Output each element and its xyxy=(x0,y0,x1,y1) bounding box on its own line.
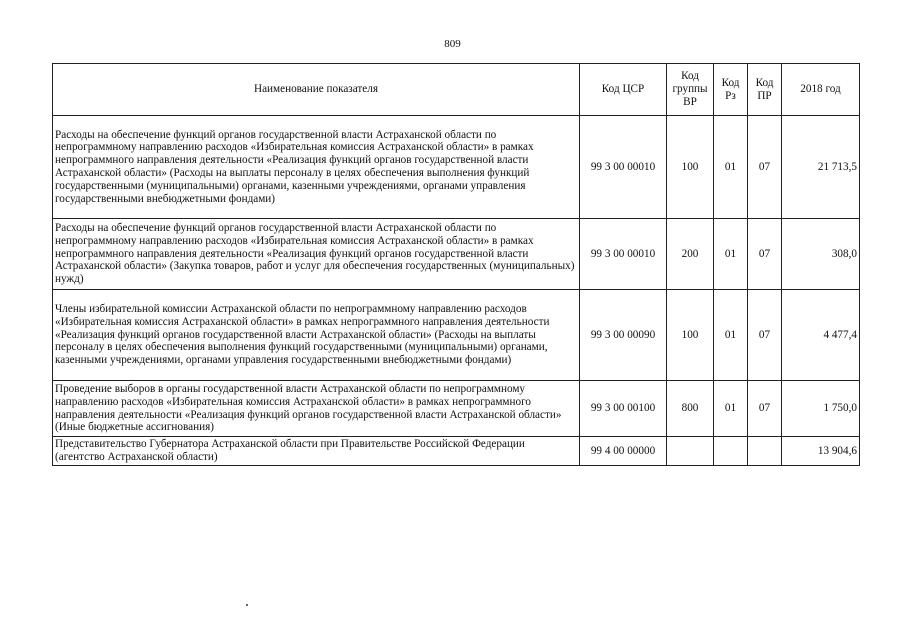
row-csr: 99 3 00 00090 xyxy=(580,290,667,381)
row-pr: 07 xyxy=(748,290,782,381)
row-rz: 01 xyxy=(714,219,748,290)
budget-table xyxy=(52,63,860,466)
row-vr xyxy=(667,437,714,466)
row-rz: 01 xyxy=(714,290,748,381)
row-name: Представительство Губернатора Астраханской области при Правительстве Российской Федерации (агентство Астраханской области) xyxy=(53,437,580,466)
table-row xyxy=(53,437,860,466)
header-csr: Код ЦСР xyxy=(580,64,667,116)
row-csr: 99 3 00 00100 xyxy=(580,381,667,437)
row-name: Расходы на обеспечение функций органов государственной власти Астраханской области по непрограммному направлению расходов «Избирательная комиссия Астраханской области» в рамках непрограммного направления деятельности «Реализация функций органов государственной власти Астраханской области» (Закупка товаров, работ и услуг для обеспечения государственных (муниципальных) нужд) xyxy=(53,219,580,290)
row-vr: 200 xyxy=(667,219,714,290)
row-amount: 308,0 xyxy=(782,219,860,290)
header-pr: Код ПР xyxy=(748,64,782,116)
row-amount: 21 713,5 xyxy=(782,116,860,219)
header-name: Наименование показателя xyxy=(53,64,580,116)
row-pr xyxy=(748,437,782,466)
row-rz xyxy=(714,437,748,466)
row-csr: 99 4 00 00000 xyxy=(580,437,667,466)
table-row xyxy=(53,116,860,219)
row-vr: 100 xyxy=(667,290,714,381)
row-vr: 800 xyxy=(667,381,714,437)
row-pr: 07 xyxy=(748,116,782,219)
row-name: Расходы на обеспечение функций органов государственной власти Астраханской области по непрограммному направлению расходов «Избирательная комиссия Астраханской области» в рамках непрограммного направления деятельности «Реализация функций органов государственной власти Астраханской области» (Расходы на выплаты персоналу в целях обеспечения выполнения функций государственными (муниципальными) органами, казенными учреждениями, органами управления государственными внебюджетными фондами) xyxy=(53,116,580,219)
page-number: 809 xyxy=(444,38,461,50)
row-rz: 01 xyxy=(714,381,748,437)
row-amount: 13 904,6 xyxy=(782,437,860,466)
header-rz: Код Рз xyxy=(714,64,748,116)
table-row xyxy=(53,381,860,437)
header-vr: Код группы ВР xyxy=(667,64,714,116)
table-header-row xyxy=(53,64,860,116)
row-csr: 99 3 00 00010 xyxy=(580,219,667,290)
row-pr: 07 xyxy=(748,381,782,437)
row-amount: 4 477,4 xyxy=(782,290,860,381)
row-vr: 100 xyxy=(667,116,714,219)
row-name: Проведение выборов в органы государственной власти Астраханской области по непрограммному направлению расходов «Избирательная комиссия Астраханской области» в рамках непрограммного направления деятельности «Реализация функций органов государственной власти Астраханской области» (Иные бюджетные ассигнования) xyxy=(53,381,580,437)
row-pr: 07 xyxy=(748,219,782,290)
row-rz: 01 xyxy=(714,116,748,219)
row-amount: 1 750,0 xyxy=(782,381,860,437)
scan-speck xyxy=(246,604,248,606)
table-row xyxy=(53,290,860,381)
table-row xyxy=(53,219,860,290)
row-name: Члены избирательной комиссии Астраханской области по непрограммному направлению расходов «Избирательная комиссия Астраханской области» в рамках непрограммного направления деятельности «Реализация функций органов государственной власти Астраханской области» (Расходы на выплаты персоналу в целях обеспечения выполнения функций государственными (муниципальными) органами, казенными учреждениями, органами управления государственными внебюджетными фондами) xyxy=(53,290,580,381)
row-csr: 99 3 00 00010 xyxy=(580,116,667,219)
header-year: 2018 год xyxy=(782,64,860,116)
